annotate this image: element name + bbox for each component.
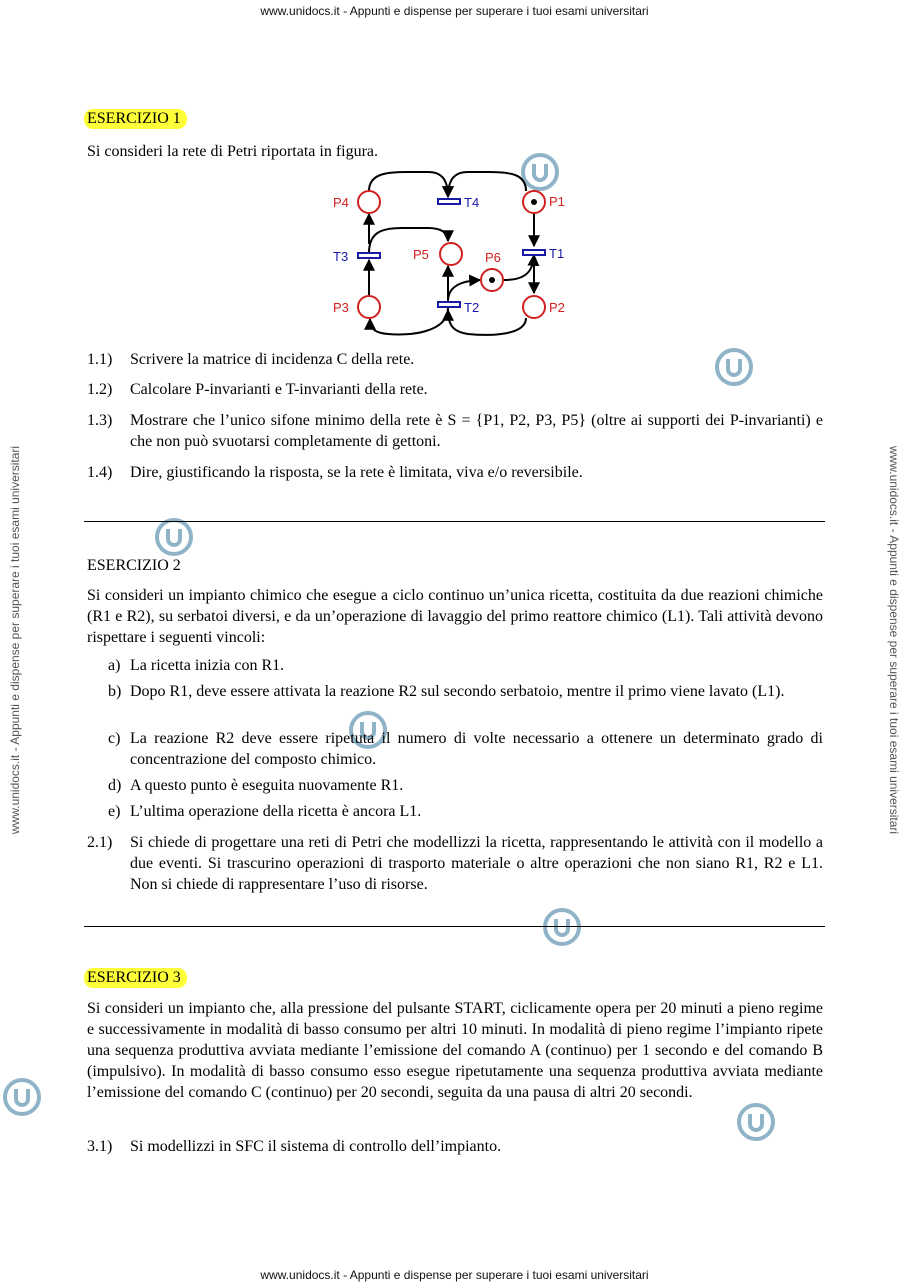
token bbox=[531, 199, 537, 205]
arc bbox=[504, 255, 534, 280]
label-t2: T2 bbox=[464, 300, 480, 315]
exercise-2-intro: Si consideri un impianto chimico che esegue a ciclo continuo un’unica ricetta, costituita da due reazioni chimiche (R1 e R2), su serbatoi diversi, e da un’operazione di lavaggio del primo reattore chimico (L1). Tali attività devono rispettare i seguenti vincoli: bbox=[87, 587, 823, 646]
unidocs-logo-icon bbox=[0, 1075, 44, 1119]
item-text: A questo punto è eseguita nuovamente R1. bbox=[130, 777, 404, 794]
exercise-2-title: ESERCIZIO 2 bbox=[87, 557, 181, 574]
place-p2 bbox=[523, 296, 545, 318]
exercise-1-item-3 bbox=[87, 410, 823, 452]
place-p3 bbox=[358, 296, 380, 318]
constraint-e bbox=[108, 801, 823, 822]
transition-t1 bbox=[523, 250, 545, 255]
exercise-3-intro: Si consideri un impianto che, alla pressione del pulsante START, ciclicamente opera per 20 minuti a pieno regime e successivamente in modalità di basso consumo per altri 10 minuti. In modalità di pieno regime l’impianto ripete una sequenza produttiva avviata mediante l’emissione del comando A (continuo) per 1 secondo e del comando B (impulsivo). In modalità di basso consumo esso esegue ripetutamente una sequenza produttiva avviata mediante l’emissione del comando C (continuo) per 20 secondi, seguita da una pausa di altri 20 secondi. bbox=[87, 1000, 823, 1101]
label-p5: P5 bbox=[413, 247, 429, 262]
arc bbox=[448, 310, 526, 335]
label-p2: P2 bbox=[549, 300, 565, 315]
exercise-1-item-4 bbox=[87, 462, 823, 483]
label-t1: T1 bbox=[549, 246, 565, 261]
token bbox=[489, 277, 495, 283]
exercise-3-item-1 bbox=[87, 1136, 823, 1157]
arc bbox=[369, 172, 448, 197]
label-t4: T4 bbox=[464, 195, 480, 210]
item-text: Calcolare P-invarianti e T-invarianti della rete. bbox=[130, 381, 428, 398]
constraint-c bbox=[108, 728, 823, 770]
place-p4 bbox=[358, 191, 380, 213]
label-p6: P6 bbox=[485, 250, 501, 265]
exercise-1-item-2 bbox=[87, 379, 823, 400]
transition-t2 bbox=[438, 302, 460, 307]
item-number: 2.1) bbox=[87, 834, 113, 851]
item-text: Si modellizzi in SFC il sistema di controllo dell’impianto. bbox=[130, 1138, 502, 1155]
item-text: L’ultima operazione della ricetta è ancora L1. bbox=[130, 803, 422, 820]
unidocs-logo-icon bbox=[540, 905, 584, 949]
exercise-3-title: ESERCIZIO 3 bbox=[84, 968, 187, 988]
arc bbox=[370, 308, 448, 335]
label-p3: P3 bbox=[333, 300, 349, 315]
item-text: Dire, giustificando la risposta, se la rete è limitata, viva e/o reversibile. bbox=[130, 464, 583, 481]
item-number: 1.2) bbox=[87, 381, 113, 398]
item-number: 1.3) bbox=[87, 412, 113, 429]
item-number: c) bbox=[108, 730, 121, 747]
label-p1: P1 bbox=[549, 194, 565, 209]
item-text: Mostrare che l’unico sifone minimo della rete è S = {P1, P2, P3, P5} (oltre ai supporti dei P-invarianti) e che non può svuotarsi completamente di gettoni. bbox=[130, 412, 823, 450]
item-number: a) bbox=[108, 657, 121, 674]
item-number: 1.1) bbox=[87, 351, 113, 368]
section-divider bbox=[84, 521, 825, 522]
item-text: La reazione R2 deve essere ripetuta il numero di volte necessario a ottenere un determinato grado di concentrazione del composto chimico. bbox=[130, 730, 823, 768]
item-number: e) bbox=[108, 803, 121, 820]
transition-t3 bbox=[358, 253, 380, 258]
exercise-1-item-1 bbox=[87, 349, 823, 370]
item-number: d) bbox=[108, 777, 122, 794]
constraint-d bbox=[108, 775, 823, 796]
section-divider bbox=[84, 926, 825, 927]
arc bbox=[369, 228, 448, 253]
item-text: La ricetta inizia con R1. bbox=[130, 657, 285, 674]
constraint-a bbox=[108, 655, 823, 676]
petri-net-figure bbox=[328, 168, 574, 340]
label-t3: T3 bbox=[333, 249, 349, 264]
item-text: Dopo R1, deve essere attivata la reazione R2 sul secondo serbatoio, mentre il primo viene lavato (L1). bbox=[130, 683, 785, 700]
item-number: 1.4) bbox=[87, 464, 113, 481]
watermark-top: www.unidocs.it - Appunti e dispense per superare i tuoi esami universitari bbox=[260, 4, 649, 18]
watermark-bottom: www.unidocs.it - Appunti e dispense per superare i tuoi esami universitari bbox=[260, 1268, 649, 1282]
watermark-right: www.unidocs.it - Appunti e dispense per superare i tuoi esami universitari bbox=[887, 445, 901, 835]
watermark-left: www.unidocs.it - Appunti e dispense per superare i tuoi esami universitari bbox=[8, 445, 22, 835]
item-text: Si chiede di progettare una reti di Petri che modellizzi la ricetta, rappresentando le attività con il modello a due eventi. Si trascurino operazioni di trasporto materiale o altre operazioni che non siano R1, R2 e L1. Non si chiede di rappresentare l’uso di risorse. bbox=[130, 834, 823, 893]
place-p5 bbox=[440, 243, 462, 265]
exercise-1-title: ESERCIZIO 1 bbox=[84, 109, 187, 129]
item-text: Scrivere la matrice di incidenza C della rete. bbox=[130, 351, 415, 368]
arc bbox=[448, 280, 480, 301]
label-p4: P4 bbox=[333, 195, 349, 210]
exercise-1-intro: Si consideri la rete di Petri riportata in figura. bbox=[87, 143, 379, 160]
exercise-2-item-1 bbox=[87, 832, 823, 895]
item-number: b) bbox=[108, 683, 122, 700]
transition-t4 bbox=[438, 199, 460, 204]
item-number: 3.1) bbox=[87, 1138, 113, 1155]
constraint-b bbox=[108, 681, 823, 702]
arc bbox=[448, 172, 526, 197]
